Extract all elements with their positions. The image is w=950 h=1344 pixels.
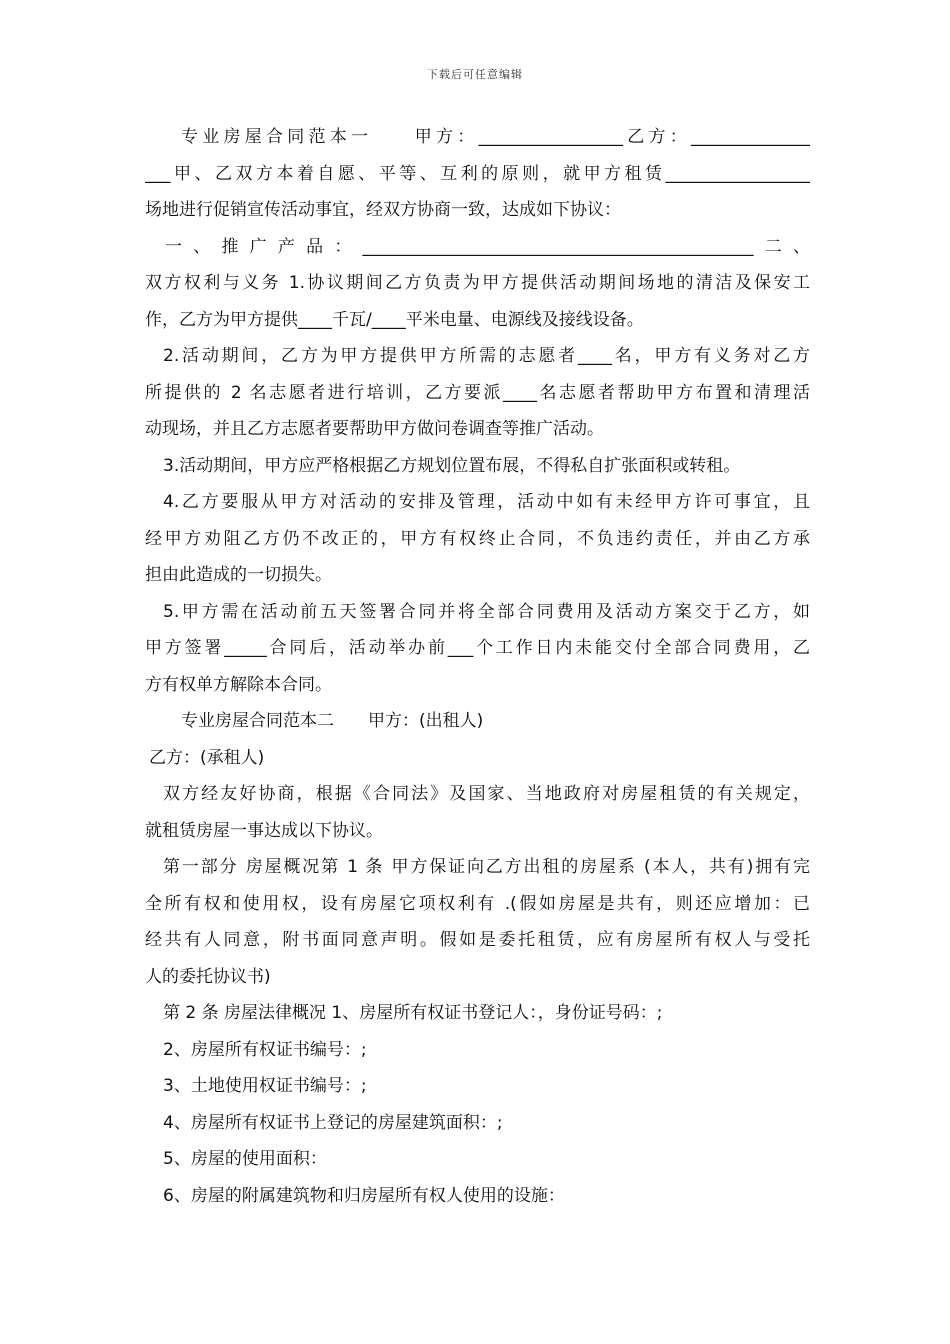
text-line: 专业房屋合同范本二 甲方：(出租人) — [181, 711, 484, 731]
text-line: 双方经友好协商，根据《合同法》及国家、当地政府对房屋租赁的有关规定， — [163, 784, 810, 804]
text-line: 人的委托协议书) — [145, 966, 271, 987]
text-line: 甲方签署_____合同后，活动举办前___个工作日内未能交付全部合同费用，乙 — [145, 638, 810, 658]
text-line: 5.甲方需在活动前五天签署合同并将全部合同费用及活动方案交于乙方，如 — [163, 601, 810, 622]
text-line: 5、房屋的使用面积： — [163, 1149, 327, 1169]
text-line: 乙方：(承租人) — [149, 747, 265, 768]
page-header: 下载后可任意编辑 — [427, 68, 523, 81]
text-line: 4.乙方要服从甲方对活动的安排及管理，活动中如有未经甲方许可事宜，且 — [163, 492, 810, 512]
text-line: 第一部分 房屋概况第 1 条 甲方保证向乙方出租的房屋系 (本人，共有)拥有完 — [163, 857, 810, 877]
text-line: ___甲、乙双方本着自愿、平等、互利的原则，就甲方租赁_________________ — [145, 163, 810, 184]
text-line: 2.活动期间，乙方为甲方提供甲方所需的志愿者____名，甲方有义务对乙方 — [163, 346, 810, 366]
text-line: 所提供的 2 名志愿者进行培训，乙方要派____名志愿者帮助甲方布置和清理活 — [145, 382, 810, 403]
text-line: 就租赁房屋一事达成以下协议。 — [145, 820, 383, 841]
document-body — [145, 119, 810, 1214]
text-line: 3.活动期间，甲方应严格根据乙方规划位置布展，不得私自扩张面积或转租。 — [163, 455, 741, 476]
text-line: 经共有人同意，附书面同意声明。假如是委托租赁，应有房屋所有权人与受托 — [145, 930, 810, 950]
text-line: 一、推广产品：______________________________________________二、 — [165, 236, 810, 257]
text-line: 全所有权和使用权，设有房屋它项权利有 .(假如房屋是共有，则还应增加：已 — [145, 893, 810, 914]
text-line: 双方权利与义务 1.协议期间乙方负责为甲方提供活动期间场地的清洁及保安工 — [145, 273, 810, 293]
text-line: 专业房屋合同范本一 甲方：_________________乙方：______________ — [181, 127, 810, 147]
text-line: 动现场，并且乙方志愿者要帮助甲方做问卷调查等推广活动。 — [145, 419, 604, 439]
text-line: 担由此造成的一切损失。 — [145, 565, 332, 585]
text-line: 4、房屋所有权证书上登记的房屋建筑面积：; — [163, 1112, 503, 1133]
text-line: 作，乙方为甲方提供____千瓦/____平米电量、电源线及接线设备。 — [145, 309, 644, 330]
text-line: 场地进行促销宣传活动事宜，经双方协商一致，达成如下协议： — [145, 200, 621, 220]
text-line: 6、房屋的附属建筑物和归房屋所有权人使用的设施： — [163, 1185, 565, 1206]
text-line: 第 2 条 房屋法律概况 1、房屋所有权证书登记人：，身份证号码：; — [163, 1003, 663, 1023]
text-line: 经甲方劝阻乙方仍不改正的，甲方有权终止合同，不负违约责任，并由乙方承 — [145, 528, 810, 549]
text-line: 3、土地使用权证书编号：; — [163, 1076, 367, 1096]
text-line: 方有权单方解除本合同。 — [145, 674, 332, 695]
text-line: 2、房屋所有权证书编号：; — [163, 1039, 367, 1060]
